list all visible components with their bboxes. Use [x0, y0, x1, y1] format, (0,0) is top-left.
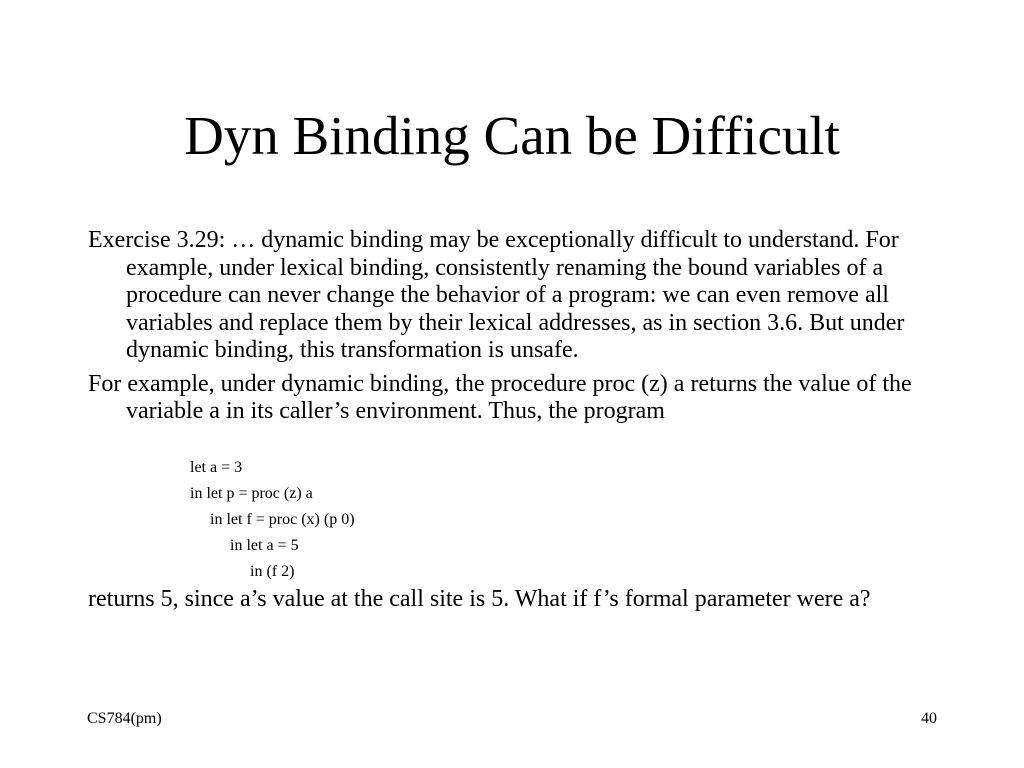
code-line: in let f = proc (x) (p 0): [190, 511, 355, 528]
closing-paragraph: returns 5, since a’s value at the call site is 5. What if f’s formal parameter were a?: [88, 586, 871, 612]
slide-title: Dyn Binding Can be Difficult: [184, 105, 840, 166]
code-example: [190, 455, 355, 585]
footer-page-number: 40: [921, 710, 937, 727]
code-line: in (f 2): [190, 563, 295, 580]
exercise-paragraph: Exercise 3.29: … dynamic binding may be exceptionally difficult to understand. For example, under lexical binding, consistently renaming the bound variables of a procedure can never change the behavior of a program: we can even remove all variables and replace them by their lexical addresses, as in section 3.6. But under dynamic binding, this transformation is unsafe.: [88, 227, 905, 363]
example-paragraph: For example, under dynamic binding, the procedure proc (z) a returns the value of the variable a in its caller’s environment. Thus, the program: [88, 370, 912, 424]
slide-body: [88, 227, 948, 432]
footer-course-label: CS784(pm): [87, 710, 162, 727]
code-line: in let p = proc (z) a: [190, 485, 313, 502]
code-line: let a = 3: [190, 459, 243, 476]
code-line: in let a = 5: [190, 537, 299, 554]
